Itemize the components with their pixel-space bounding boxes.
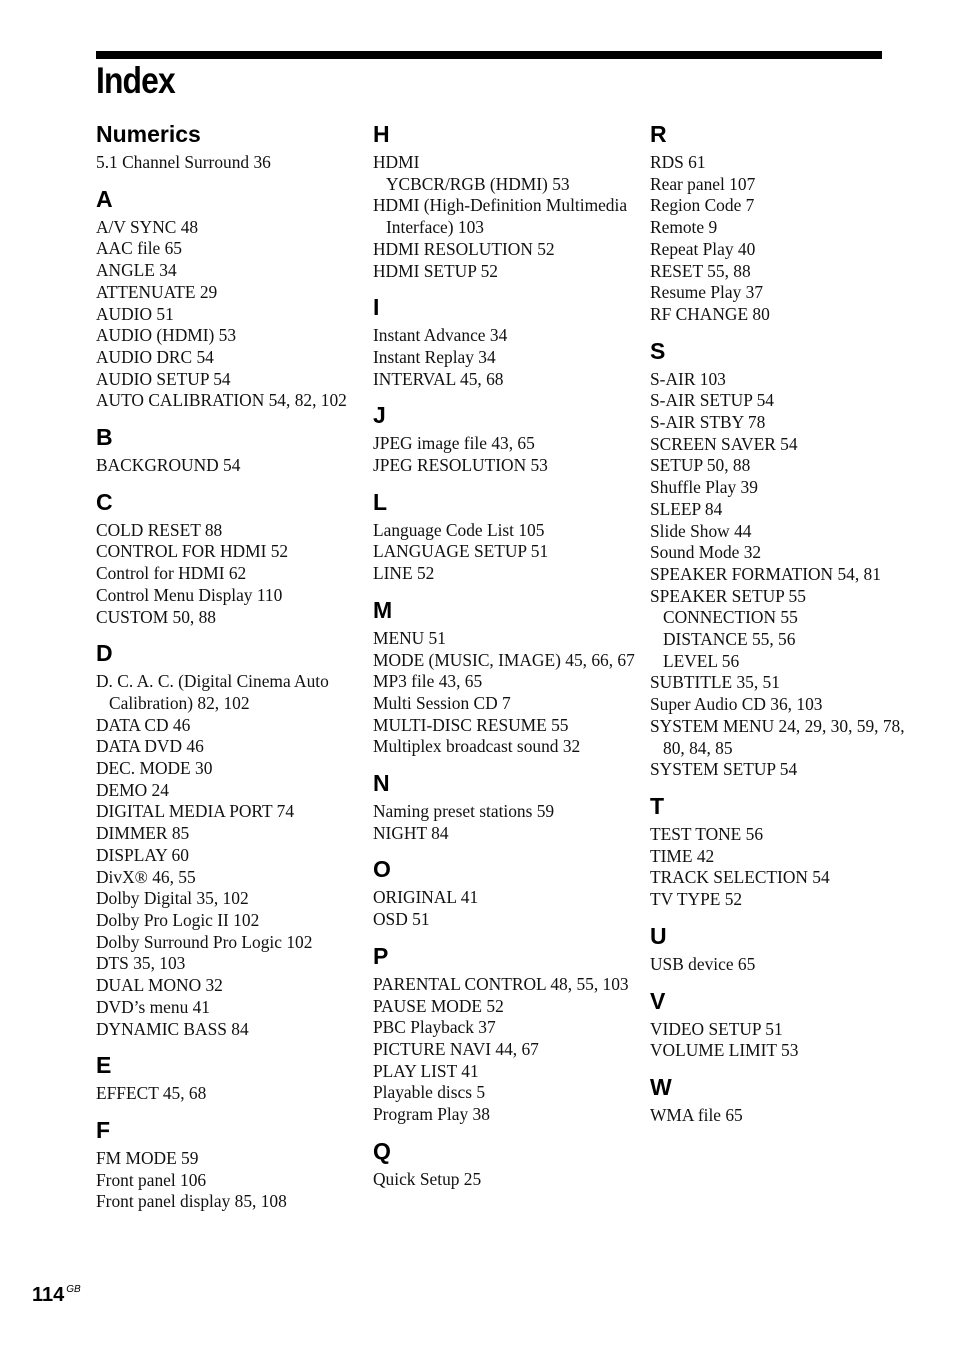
index-section-i [373,293,643,390]
index-entry: AUDIO SETUP 54 [96,368,231,389]
index-entry: Instant Advance 34 [373,325,508,346]
section-heading: P [373,942,389,969]
index-entry: Shuffle Play 39 [650,477,758,498]
index-section-b [96,423,366,477]
index-section-w [650,1073,920,1127]
index-entry: S-AIR STBY 78 [650,412,766,433]
index-entry: ORIGINAL 41 [373,887,479,908]
index-section-r [650,120,920,326]
section-heading: R [650,121,667,147]
index-entry: Front panel 106 [96,1169,207,1190]
section-heading: H [373,121,390,147]
index-entry: S-AIR SETUP 54 [650,390,775,411]
index-entry: AUTO CALIBRATION 54, 82, 102 [96,390,347,411]
index-entry: RF CHANGE 80 [650,303,770,324]
index-section-l [373,488,643,585]
index-entry: FM MODE 59 [96,1147,199,1168]
index-entry: LINE 52 [373,563,435,584]
section-heading: Numerics [96,121,201,147]
index-entry: LANGUAGE SETUP 51 [373,541,549,562]
index-entry: COLD RESET 88 [96,519,223,540]
index-entry: DVD’s menu 41 [96,996,210,1017]
section-heading: V [650,987,666,1014]
page-number: 114 [32,1284,65,1306]
index-entry: Naming preset stations 59 [373,801,555,822]
index-entry: CUSTOM 50, 88 [96,606,216,627]
index-entry: WMA file 65 [650,1104,743,1125]
index-entry: DATA DVD 46 [96,736,204,757]
index-entry: Language Code List 105 [373,519,545,540]
index-entry: Region Code 7 [650,195,755,216]
index-section-q [373,1137,643,1191]
index-entry: Program Play 38 [373,1104,490,1125]
index-section-v [650,987,920,1062]
index-entry: DYNAMIC BASS 84 [96,1018,249,1039]
index-entry: Super Audio CD 36, 103 [650,694,823,715]
index-entry: MULTI-DISC RESUME 55 [373,714,569,735]
index-entry: DEMO 24 [96,779,169,800]
index-section-d [96,639,366,1040]
page-suffix: GB [66,1284,81,1295]
index-entry: INTERVAL 45, 68 [373,368,504,389]
index-entry: TV TYPE 52 [650,889,743,910]
index-entry: MP3 file 43, 65 [373,671,483,692]
index-entry: PICTURE NAVI 44, 67 [373,1038,539,1059]
section-heading: C [96,488,113,515]
index-entry: BACKGROUND 54 [96,455,241,476]
index-section-c [96,488,366,629]
index-entry: PBC Playback 37 [373,1017,496,1038]
section-heading: B [96,424,113,451]
index-entry: D. C. A. C. (Digital Cinema Auto Calibration) 82, 102 [96,671,329,713]
index-entry: EFFECT 45, 68 [96,1083,207,1104]
section-heading: D [96,640,113,667]
index-entry: AAC file 65 [96,238,182,259]
index-subentry: LEVEL 56 [663,650,740,671]
index-entry: A/V SYNC 48 [96,216,199,237]
index-entry: USB device 65 [650,953,756,974]
index-entry: Front panel display 85, 108 [96,1191,287,1212]
index-entry: PLAY LIST 41 [373,1060,479,1081]
section-heading: O [373,856,391,883]
section-heading: J [373,402,386,429]
index-entry: SYSTEM MENU 24, 29, 30, 59, 78, 80, 84, 85 [650,715,905,758]
index-entry: OSD 51 [373,909,430,930]
index-entry: Playable discs 5 [373,1082,486,1103]
index-entry: CONTROL FOR HDMI 52 [96,541,289,562]
index-entry: VOLUME LIMIT 53 [650,1040,799,1061]
index-entry: Dolby Pro Logic II 102 [96,909,260,930]
index-entry: SPEAKER FORMATION 54, 81 [650,563,881,584]
index-section-o [373,855,643,930]
index-section-numerics [96,120,366,174]
index-entry: SCREEN SAVER 54 [650,433,798,454]
index-section-m [373,596,643,758]
section-heading: U [650,922,667,949]
index-entry: Dolby Surround Pro Logic 102 [96,931,313,952]
index-entry: RESET 55, 88 [650,260,751,281]
page-title: Index [96,60,175,101]
index-section-n [373,769,643,844]
section-heading: A [96,185,113,212]
section-heading: E [96,1052,112,1079]
index-entry: HDMI SETUP 52 [373,260,498,281]
index-entry: AUDIO (HDMI) 53 [96,325,237,346]
index-entry: Quick Setup 25 [373,1168,482,1189]
index-entry: JPEG image file 43, 65 [373,433,535,454]
index-entry: Instant Replay 34 [373,346,496,367]
index-section-s [650,337,920,781]
index-entry: HDMI (High-Definition Multimedia Interface) 103 [373,195,628,238]
index-entry: SUBTITLE 35, 51 [650,672,780,693]
index-section-h [373,120,643,282]
index-section-p [373,942,643,1126]
section-heading: F [96,1116,111,1143]
index-entry: SETUP 50, 88 [650,455,751,476]
index-entry: TRACK SELECTION 54 [650,867,830,888]
index-entry: DTS 35, 103 [96,953,186,974]
index-section-e [96,1051,366,1105]
index-section-f [96,1116,366,1213]
index-entry: NIGHT 84 [373,822,449,843]
index-entry: SPEAKER SETUP 55 [650,585,806,606]
index-entry: Multi Session CD 7 [373,692,511,713]
index-entry: Sound Mode 32 [650,542,762,563]
index-column-3 [650,120,920,1138]
index-entry: ANGLE 34 [96,260,177,281]
index-entry: DUAL MONO 32 [96,975,223,996]
index-entry: AUDIO 51 [96,303,174,324]
index-entry: DivX® 46, 55 [96,866,196,887]
index-entry: SYSTEM SETUP 54 [650,759,798,780]
index-entry: Multiplex broadcast sound 32 [373,736,581,757]
section-heading: S [650,337,666,364]
index-column-2 [373,120,643,1202]
index-entry: Control for HDMI 62 [96,563,247,584]
index-entry: MODE (MUSIC, IMAGE) 45, 66, 67 [373,649,635,670]
index-entry: PAUSE MODE 52 [373,995,504,1016]
index-subentry: YCBCR/RGB (HDMI) 53 [386,173,570,194]
section-heading: L [373,488,388,515]
index-section-j [373,401,643,476]
index-entry: Resume Play 37 [650,282,764,303]
index-entry: ATTENUATE 29 [96,281,218,302]
index-section-t [650,792,920,911]
index-entry: HDMI RESOLUTION 52 [373,238,555,259]
index-entry: Control Menu Display 110 [96,584,283,605]
index-entry: DISPLAY 60 [96,844,189,865]
title-rule [96,51,882,59]
index-entry: TIME 42 [650,845,715,866]
index-section-u [650,922,920,976]
index-subentry: CONNECTION 55 [663,607,798,628]
index-entry: TEST TONE 56 [650,823,764,844]
index-entry: SLEEP 84 [650,498,723,519]
index-entry: Remote 9 [650,217,718,238]
index-entry: AUDIO DRC 54 [96,346,214,367]
index-entry: Slide Show 44 [650,520,752,541]
index-entry: JPEG RESOLUTION 53 [373,455,548,476]
index-section-a [96,185,366,412]
index-entry: Repeat Play 40 [650,238,756,259]
index-column-1 [96,120,366,1224]
section-heading: M [373,596,393,623]
index-entry: PARENTAL CONTROL 48, 55, 103 [373,973,629,994]
index-entry: MENU 51 [373,627,446,648]
section-heading: I [373,294,380,321]
index-entry: RDS 61 [650,152,706,172]
index-entry: DATA CD 46 [96,714,191,735]
index-entry: DEC. MODE 30 [96,758,213,779]
index-entry: Dolby Digital 35, 102 [96,888,249,909]
index-entry: 5.1 Channel Surround 36 [96,152,271,172]
index-subentry: DISTANCE 55, 56 [663,629,796,650]
index-entry: Rear panel 107 [650,173,756,194]
page-footer [32,1284,81,1307]
section-heading: W [650,1073,672,1100]
index-entry: VIDEO SETUP 51 [650,1018,783,1039]
index-entry: HDMI [373,152,420,172]
index-entry: DIMMER 85 [96,823,190,844]
section-heading: T [650,792,665,819]
index-entry: S-AIR 103 [650,368,726,389]
index-entry: DIGITAL MEDIA PORT 74 [96,801,295,822]
section-heading: N [373,770,390,797]
section-heading: Q [373,1137,391,1164]
